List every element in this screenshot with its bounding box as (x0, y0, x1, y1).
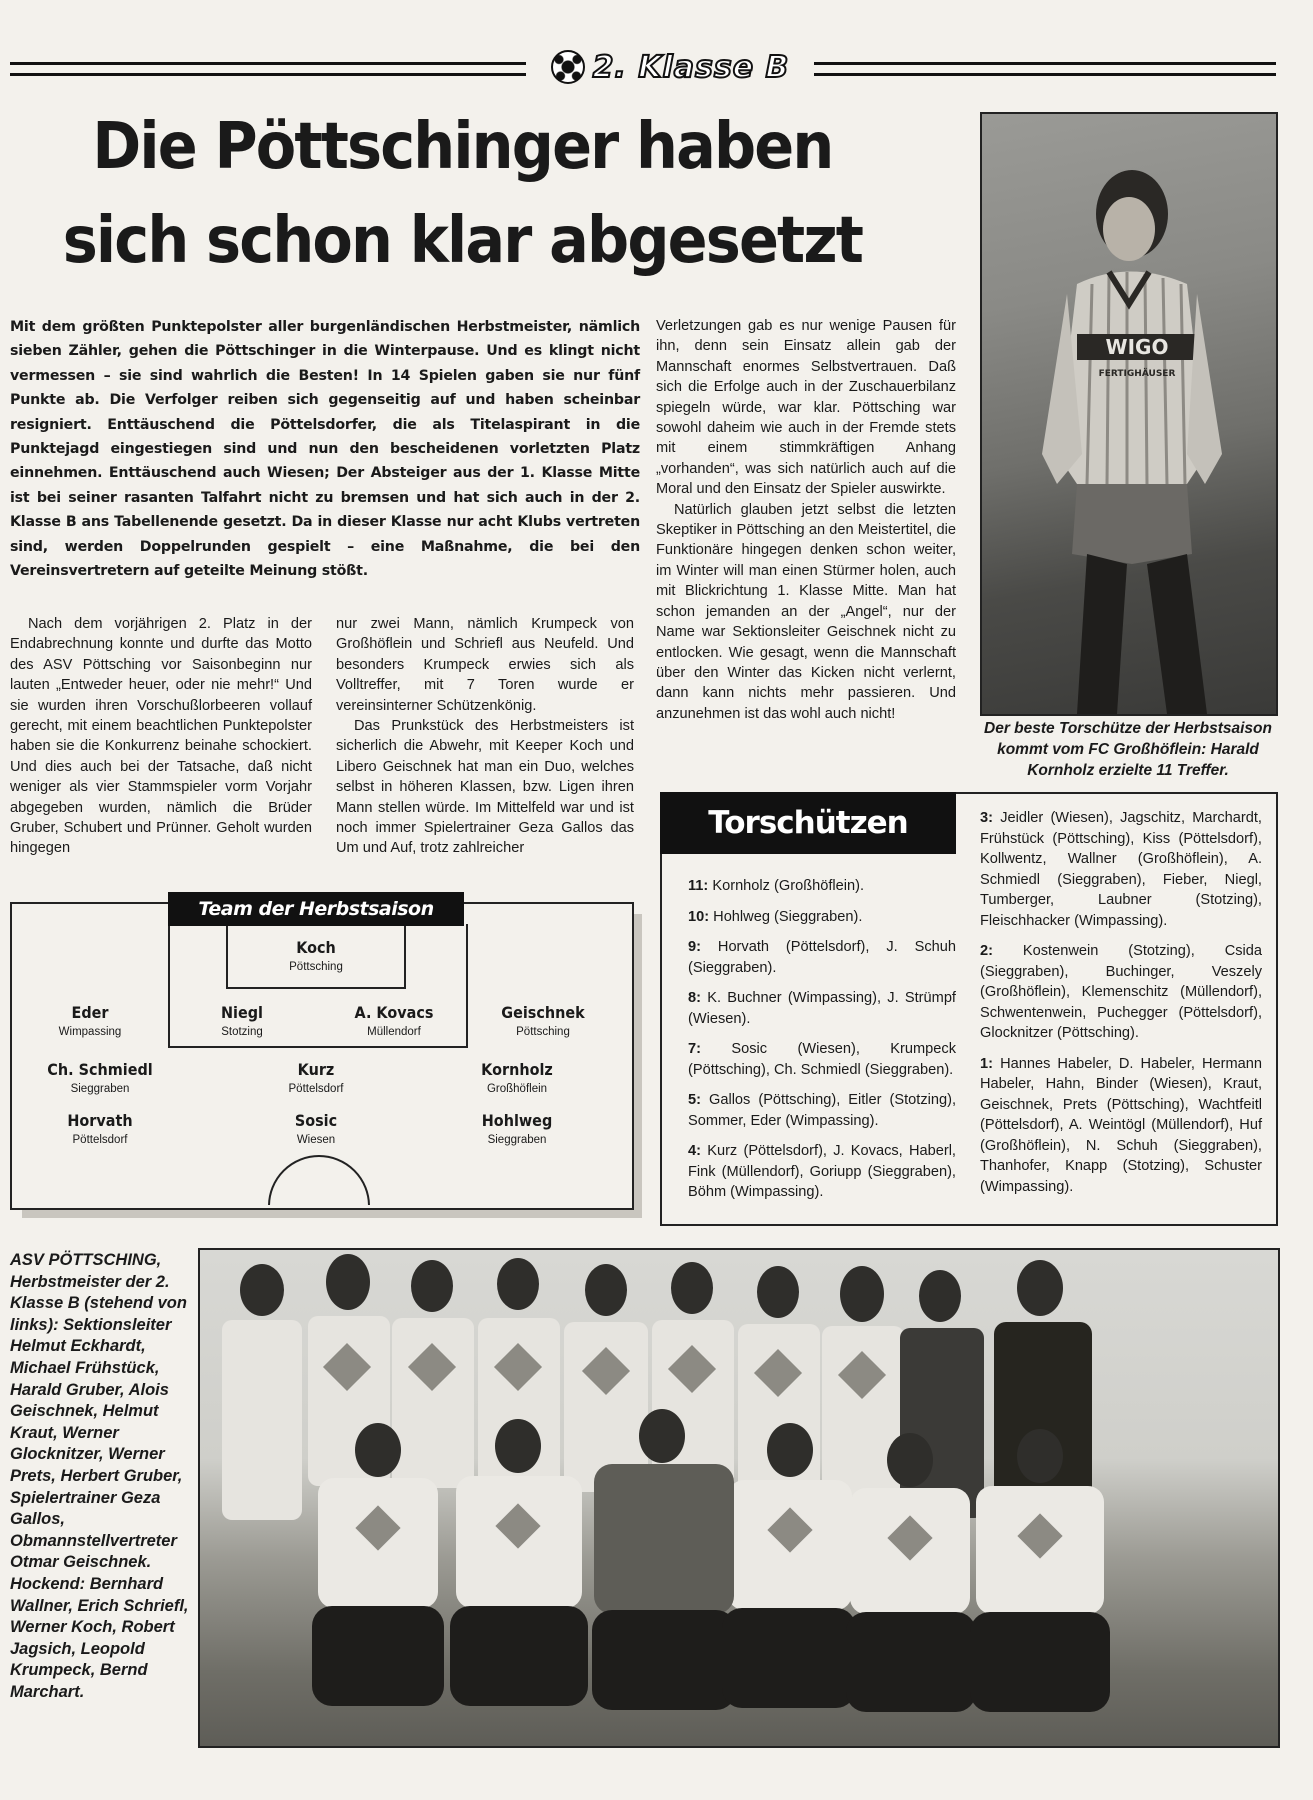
body-paragraph: Verletzungen gab es nur wenige Pausen für ihn, denn sein Einsatz allein gab der Mannschaft enormes Selbstvertrauen. Daß sich die Erfolge auch in der Zuschauerbilanz spiegeln würde, war klar. Pöttsching war sowohl daheim wie auch in der Fremde stets mit einem stimmkräftigen Anhang „vorhanden“, was sich natürlich auch auf die Moral und den Einsatz der Spieler auswirkte. (656, 318, 956, 498)
player-photo-caption: Der beste Torschütze der Herbstsaison kommt vom FC Großhöflein: Harald Kornholz erzielte 11 Treffer. (984, 720, 1272, 779)
scorer-entry (688, 937, 956, 978)
player-name: Geischnek (501, 1003, 585, 1022)
scorer-goals: 8: (688, 990, 701, 1006)
scorer-goals: 2: (980, 943, 993, 959)
body-paragraph: nur zwei Mann, nämlich Krumpeck von Großhöflein und Schriefl aus Neufeld. Und besonders Krumpeck erwies sich als Volltreffer, mit 7 Toren wurde er vereinsinterner Schützenkönig. (336, 616, 634, 714)
scorer-names: Kornholz (Großhöflein). (712, 878, 865, 894)
scorer-names: Jeidler (Wiesen), Jagschitz, Marchardt, Frühstück (Pöttsching), Kiss (Pöttelsdorf), Kollwentz, Wallner (Großhöflein), A. Schmiedl (Sieggraben), Fieber, Niegl, Tumberger, Laubner (Stotzing), Fleischhacker (Wimpassing). (980, 810, 1262, 929)
body-column-3 (656, 316, 956, 724)
scorer-entry (688, 988, 956, 1029)
scorers-title: Torschützen (660, 792, 956, 854)
scorer-goals: 11: (688, 878, 709, 894)
scorer-entry (688, 907, 956, 928)
player-club: Wiesen (296, 1134, 336, 1146)
header-rule-right (814, 62, 1276, 76)
section-rubric (532, 48, 808, 86)
player-name: Sosic (294, 1111, 338, 1130)
scorer-entry (688, 1141, 956, 1203)
body-paragraph: Das Prunkstück des Herbstmeisters ist sicherlich die Abwehr, mit Keeper Koch und Libero Geischnek hat man ein Duo, welches selbst in höheren Klassen, bzw. Ligen ihren Mann stellen würde. Im Mittelfeld war und ist noch immer Spielertrainer Geza Gallos das Um und Auf, trotz zahlreicher (336, 718, 634, 857)
scorer-entry (688, 1090, 956, 1131)
team-photo-caption: ASV PÖTTSCHING, Herbstmeister der 2. Klasse B (stehend von links): Sektionsleiter Helmut Eckhardt, Michael Frühstück, Harald Gruber, Alois Geischnek, Helmut Kraut, Werner Glocknitzer, Werner Prets, Herbert Gruber, Spielertrainer Geza Gallos, Obmannstellvertreter Otmar Geischnek. Hockend: Bernhard Wallner, Erich Schriefl, Werner Koch, Robert Jagsich, Leopold Krumpeck, Bernd Marchart. (10, 1251, 189, 1701)
player-figure-illustration (1037, 154, 1222, 714)
body-column-2 (336, 614, 634, 859)
scorer-entry (688, 1039, 956, 1080)
player-club: Pöttsching (289, 961, 343, 973)
player-club: Pöttelsdorf (288, 1083, 344, 1095)
player-club: Sieggraben (70, 1083, 130, 1095)
player-club: Wimpassing (58, 1026, 122, 1038)
body-paragraph: Nach dem vorjährigen 2. Platz in der Endabrechnung konnte und durfte das Motto des ASV Pöttsching vor Saisonbeginn nur lauten „Entweder heuer, oder nie mehr!“ Und sie wurden ihren Vorschußlorbeeren vollauf gerecht, mit einem beachtlichen Punktepolster haben sie die Konkurrenz beinahe schockiert. Und dies auch bei der Tatsache, daß nicht weniger als vier Stammspieler vorm Vorjahr abgegeben wurden, nämlich die Brüder Gruber, Schubert und Prünner. Geholt wurden hingegen (10, 616, 312, 857)
scorer-goals: 5: (688, 1092, 701, 1108)
scorer-entry (688, 876, 956, 897)
player-name: Koch (296, 938, 336, 957)
scorer-goals: 3: (980, 810, 993, 826)
scorer-names: Horvath (Pöttelsdorf), J. Schuh (Sieggraben). (688, 939, 957, 976)
player-club: Pöttelsdorf (72, 1134, 128, 1146)
scorer-names: Hannes Habeler, D. Habeler, Hermann Habeler, Hahn, Binder (Wiesen), Kraut, Geischnek, Prets (Pöttsching), Wachtfeitl (Pöttelsdorf), A. Weintögl (Müllendorf), Huf (Großhöflein), N. Schuh (Sieggraben), Thanhofer, Knapp (Stotzing), Schuster (Wimpassing). (980, 1055, 1262, 1195)
scorer-goals: 1: (980, 1055, 993, 1072)
player-name: Eder (71, 1003, 109, 1022)
body-column-1 (10, 614, 312, 859)
scorer-entry (980, 808, 1262, 931)
scorer-goals: 4: (688, 1143, 701, 1159)
header-rule-left (10, 62, 526, 76)
player-club: Sieggraben (487, 1134, 547, 1146)
scorer-names: Hohlweg (Sieggraben). (713, 908, 863, 925)
team-title: Team der Herbstsaison (168, 892, 464, 926)
scorers-right-column (980, 808, 1262, 1207)
football-icon (551, 50, 585, 84)
team-photo (198, 1248, 1280, 1748)
shirt-text-sub: FERTIGHÄUSER (1098, 369, 1176, 379)
scorer-names: K. Buchner (Wimpassing), J. Strümpf (Wiesen). (688, 990, 956, 1027)
scorer-entry (980, 941, 1262, 1044)
shirt-text-main: WIGO (1105, 335, 1169, 359)
scorer-goals: 10: (688, 908, 710, 925)
scorer-names: Kurz (Pöttelsdorf), J. Kovacs, Haberl, Fink (Müllendorf), Goriupp (Sieggraben), Böhm (Wimpassing). (688, 1143, 956, 1200)
scorer-entry (980, 1054, 1262, 1198)
team-photo-illustration (200, 1250, 1278, 1746)
scorer-names: Sosic (Wiesen), Krumpeck (Pöttsching), Ch. Schmiedl (Sieggraben). (688, 1041, 956, 1078)
player-photo (980, 112, 1278, 716)
player-club: Müllendorf (367, 1026, 421, 1038)
scorer-names: Kostenwein (Stotzing), Csida (Sieggraben), Buchinger, Veszely (Großhöflein), Klemenschitz (Müllendorf), Schwentenwein, Puchegger (Pöttelsdorf), Glocknitzer (Pöttsching). (980, 943, 1262, 1041)
player-name: Niegl (220, 1003, 263, 1022)
player-name: Ch. Schmiedl (47, 1060, 153, 1079)
player-club: Großhöflein (486, 1083, 548, 1095)
lead-paragraph: Mit dem größten Punktepolster aller burgenländischen Herbstmeister, nämlich sieben Zähler, gehen die Pöttschinger in die Winterpause. Und es klingt nicht vermessen – sie sind wahrlich die Besten! In 14 Spielen gaben sie nur fünf Punkte ab. Die Verfolger reiben sich gegenseitig auf und haben scheinbar resigniert. Enttäuschend die Pöttelsdorfer, die als Titelaspirant in die Punktejagd eingestiegen sind und nun den bescheidenen vorletzten Platz einnehmen. Enttäuschend auch Wiesen; Der Absteiger aus der 1. Klasse Mitte ist bei seiner rasanten Talfahrt nicht zu bremsen und hat sich auch in der 2. Klasse B ans Tabellenende gesetzt. Da in dieser Klasse nur acht Klubs vertreten sind, werden Doppelrunden gespielt – eine Maßnahme, die bei den Vereinsvertretern auf geteilte Meinung stößt. (10, 319, 640, 580)
body-paragraph: Natürlich glauben jetzt selbst die letzten Skeptiker in Pöttsching an den Meistertitel, die Funktionäre hingegen denken schon weiter, im Winter will man einen Stürmer holen, auch mit Blickrichtung 1. Klasse Mitte. Man hat schon jemanden an der „Angel“, nur der Name war Sektionsleiter Geischnek nicht zu entlocken. Wie gesagt, wenn die Mannschaft über den Winter das Kicken nicht verlernt, dann kann nichts mehr passieren. Und anzunehmen ist das wohl auch nicht! (656, 501, 956, 722)
scorers-left-column (688, 876, 956, 1213)
player-club: Stotzing (221, 1026, 263, 1038)
headline: Die Pöttschinger haben sich schon klar abgesetzt (62, 110, 863, 278)
player-club: Pöttsching (516, 1026, 570, 1038)
player-name: Horvath (67, 1111, 133, 1130)
rubric-label: 2. Klasse B (592, 49, 790, 85)
player-name: Kornholz (481, 1060, 553, 1079)
scorer-names: Gallos (Pöttsching), Eitler (Stotzing), Sommer, Eder (Wimpassing). (688, 1092, 956, 1129)
player-name: Hohlweg (481, 1111, 553, 1130)
scorer-goals: 7: (688, 1041, 701, 1057)
player-name: Kurz (297, 1060, 335, 1079)
player-name: A. Kovacs (354, 1003, 434, 1022)
scorer-goals: 9: (688, 939, 701, 955)
